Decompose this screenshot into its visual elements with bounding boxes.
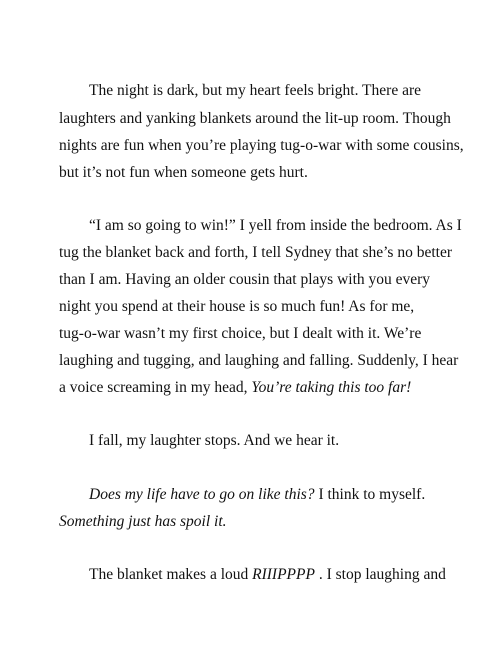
- paragraph-1-line-4: but it’s not fun when someone gets hurt.: [59, 164, 308, 181]
- paragraph-5-line-1: The blanket makes a loud RIIIPPPP . I stop laughing and: [89, 566, 446, 583]
- paragraph-2-line-5: tug-o-war wasn’t my first choice, but I dealt with it. We’re: [59, 325, 422, 342]
- paragraph-4-line-1: Does my life have to go on like this? I think to myself.: [89, 486, 426, 503]
- italic-thought: You’re taking this too far!: [251, 379, 412, 396]
- paragraph-2-line-7: a voice screaming in my head, You’re taking this too far!: [59, 379, 412, 396]
- paragraph-2-line-3: than I am. Having an older cousin that plays with you every: [59, 271, 431, 288]
- paragraph-4-line-2: Something just has spoil it.: [59, 513, 227, 530]
- paragraph-2-line-2: tug the blanket back and forth, I tell Sydney that she’s no better: [59, 244, 452, 261]
- paragraph-2-line-4: night you spend at their house is so much fun! As for me,: [59, 298, 415, 315]
- paragraph-1-line-1: The night is dark, but my heart feels bright. There are: [89, 82, 421, 99]
- paragraph-2-line-1: “I am so going to win!” I yell from inside the bedroom. As I: [89, 217, 462, 234]
- italic-thought: Does my life have to go on like this?: [89, 486, 315, 503]
- paragraph-1-line-3: nights are fun when you’re playing tug-o-war with some cousins,: [59, 137, 464, 154]
- paragraph-2-line-6: laughing and tugging, and laughing and falling. Suddenly, I hear: [59, 352, 459, 369]
- paragraph-1-line-2: laughters and yanking blankets around the lit-up room. Though: [59, 110, 451, 127]
- sound-effect: RIIIPPPP: [252, 566, 315, 583]
- paragraph-3-line-1: I fall, my laughter stops. And we hear it.: [89, 432, 340, 449]
